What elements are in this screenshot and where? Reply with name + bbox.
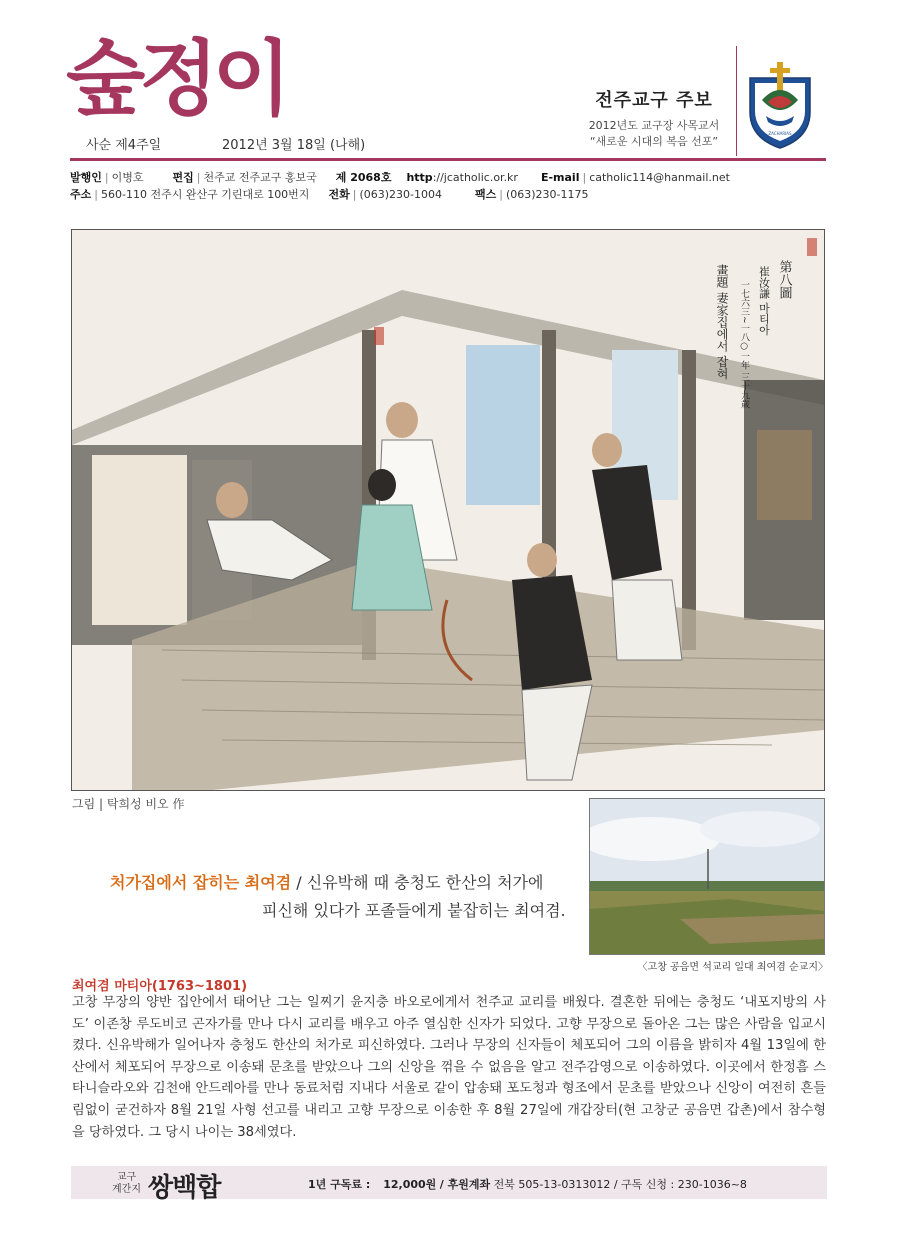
- address: 560-110 전주시 완산구 기린대로 100번지: [100, 188, 310, 201]
- inscription-col-1: 第八圖: [776, 260, 792, 299]
- address-label: 주소: [70, 188, 92, 201]
- issue-date: 2012년 3월 18일 (나해): [222, 138, 366, 153]
- donation-account: 전북 505-13-0313012: [493, 1178, 611, 1191]
- headline-line-1: [110, 870, 543, 893]
- editor: 천주교 전주교구 홍보국: [203, 171, 317, 184]
- masthead-divider: [736, 46, 737, 156]
- website-label: http: [406, 171, 433, 184]
- editor-label: 편집: [172, 171, 194, 184]
- pastoral-letter-label: 2012년도 교구장 사목교서: [588, 119, 720, 132]
- email-link[interactable]: catholic114@hanmail.net: [589, 171, 730, 184]
- fax-label: 팩스: [474, 188, 497, 201]
- subscription-fee: 12,000원: [383, 1178, 437, 1191]
- footer-label-line-1: 교구: [116, 1172, 137, 1183]
- phone-label: 전화: [328, 188, 350, 201]
- article-title: 최여겸 마티아(1763~1801): [72, 979, 248, 994]
- headline-rest: / 신유박해 때 충청도 한산의 처가에: [291, 873, 544, 892]
- svg-text:ZACHARIAS: ZACHARIAS: [768, 131, 792, 136]
- info-row-2: 주소 | 560-110 전주시 완산구 기린대로 100번지 전화 | (063)230-1004 팩스 | (063)230-1175: [70, 188, 589, 201]
- headline-highlight: 처가집에서 잡히는 최여겸: [110, 873, 292, 892]
- article-body: 고창 무장의 양반 집안에서 태어난 그는 일찌기 윤지충 바오로에게서 천주교 교리를 배웠다. 결혼한 뒤에는 충청도 ‘내포지방의 사도’ 이존창 루도비코 곤자가를 만나 다시 교리를 배우고 아주 열심한 신자가 되었다. 고향 무장으로 돌아온 그는 많은 사람을 입교시켰다. 신유박해가 일어나자 충청도 한산의 처가로 피신하였다. 그러나 무장의 신자들이 체포되어 그의 이름을 밝히자 4월 13일에 한산에서 체포되어 무장으로 이송돼 문초를 받았으나 그의 신앙을 꺾을 수 없음을 알고 전주감영으로 이송하였다. 이곳에서 한정흠 스타니슬라오와 김천애 안드레아를 만나 동료처럼 지내다 서울로 같이 압송돼 포도청과 형조에서 문초를 받았으나 신앙이 여전히 흔들림없이 굳건하자 8월 21일 사형 선고를 내리고 고향 무장으로 이송한 후 8월 27일에 개갑장터(현 고창군 공음면 갑촌)에서 참수형을 당하였다. 그 당시 나이는 38세였다.: [72, 995, 826, 1140]
- publisher-label: 발행인: [70, 171, 102, 184]
- footer-label-line-2: 계간지: [112, 1184, 141, 1195]
- footer-subscription-info: [308, 1176, 747, 1192]
- issue-number: 제 2068호: [335, 171, 392, 184]
- diocese-emblem-icon: [742, 60, 818, 150]
- phone: (063)230-1004: [359, 188, 442, 201]
- fax: (063)230-1175: [505, 188, 589, 201]
- headline-line-2: 피신해 있다가 포졸들에게 붙잡히는 최여겸.: [262, 901, 566, 920]
- inscription-col-3: 一七六三~一八○一年 三十九歲: [739, 280, 749, 409]
- martyrdom-site-photo: [589, 798, 825, 955]
- subscribe-label: / 구독 신청 :: [613, 1178, 675, 1191]
- site-photo-image: [590, 799, 824, 954]
- pastoral-motto: “새로운 시대의 복음 선포”: [589, 135, 719, 148]
- diocese-title: 전주교구 주보: [595, 90, 713, 111]
- website-link[interactable]: ://jcatholic.or.kr: [432, 171, 518, 184]
- painting-caption: 그림 | 탁희성 비오 作: [72, 797, 185, 811]
- masthead-rule: [70, 158, 826, 161]
- masthead-title: 숲정이: [66, 31, 286, 127]
- info-row-1: 발행인 | 이병호 편집 | 천주교 전주교구 홍보국 제 2068호 http://jcatholic.or.kr E-mail | catholic114@hanmail.net: [70, 171, 730, 184]
- martyrdom-painting: [71, 229, 825, 791]
- donation-label: / 후원계좌: [439, 1178, 491, 1191]
- inscription-col-2: 崔汝謙 마티아: [757, 266, 771, 336]
- painting-illustration: [72, 230, 824, 790]
- photo-caption: 〈고창 공음면 석교리 일대 최여겸 순교지〉: [637, 962, 828, 973]
- email-label: E-mail: [540, 171, 580, 184]
- subscribe-phone: 230-1036~8: [677, 1178, 747, 1191]
- footer-magazine-name: 쌍백합: [148, 1173, 221, 1203]
- publisher: 이병호: [111, 171, 144, 184]
- liturgical-week: 사순 제4주일: [86, 138, 162, 153]
- inscription-col-4: 畫題 妻家집에서 잡혀: [715, 264, 729, 380]
- subscription-label: 1년 구독료 :: [308, 1178, 371, 1191]
- footer-magazine-label: [112, 1172, 141, 1196]
